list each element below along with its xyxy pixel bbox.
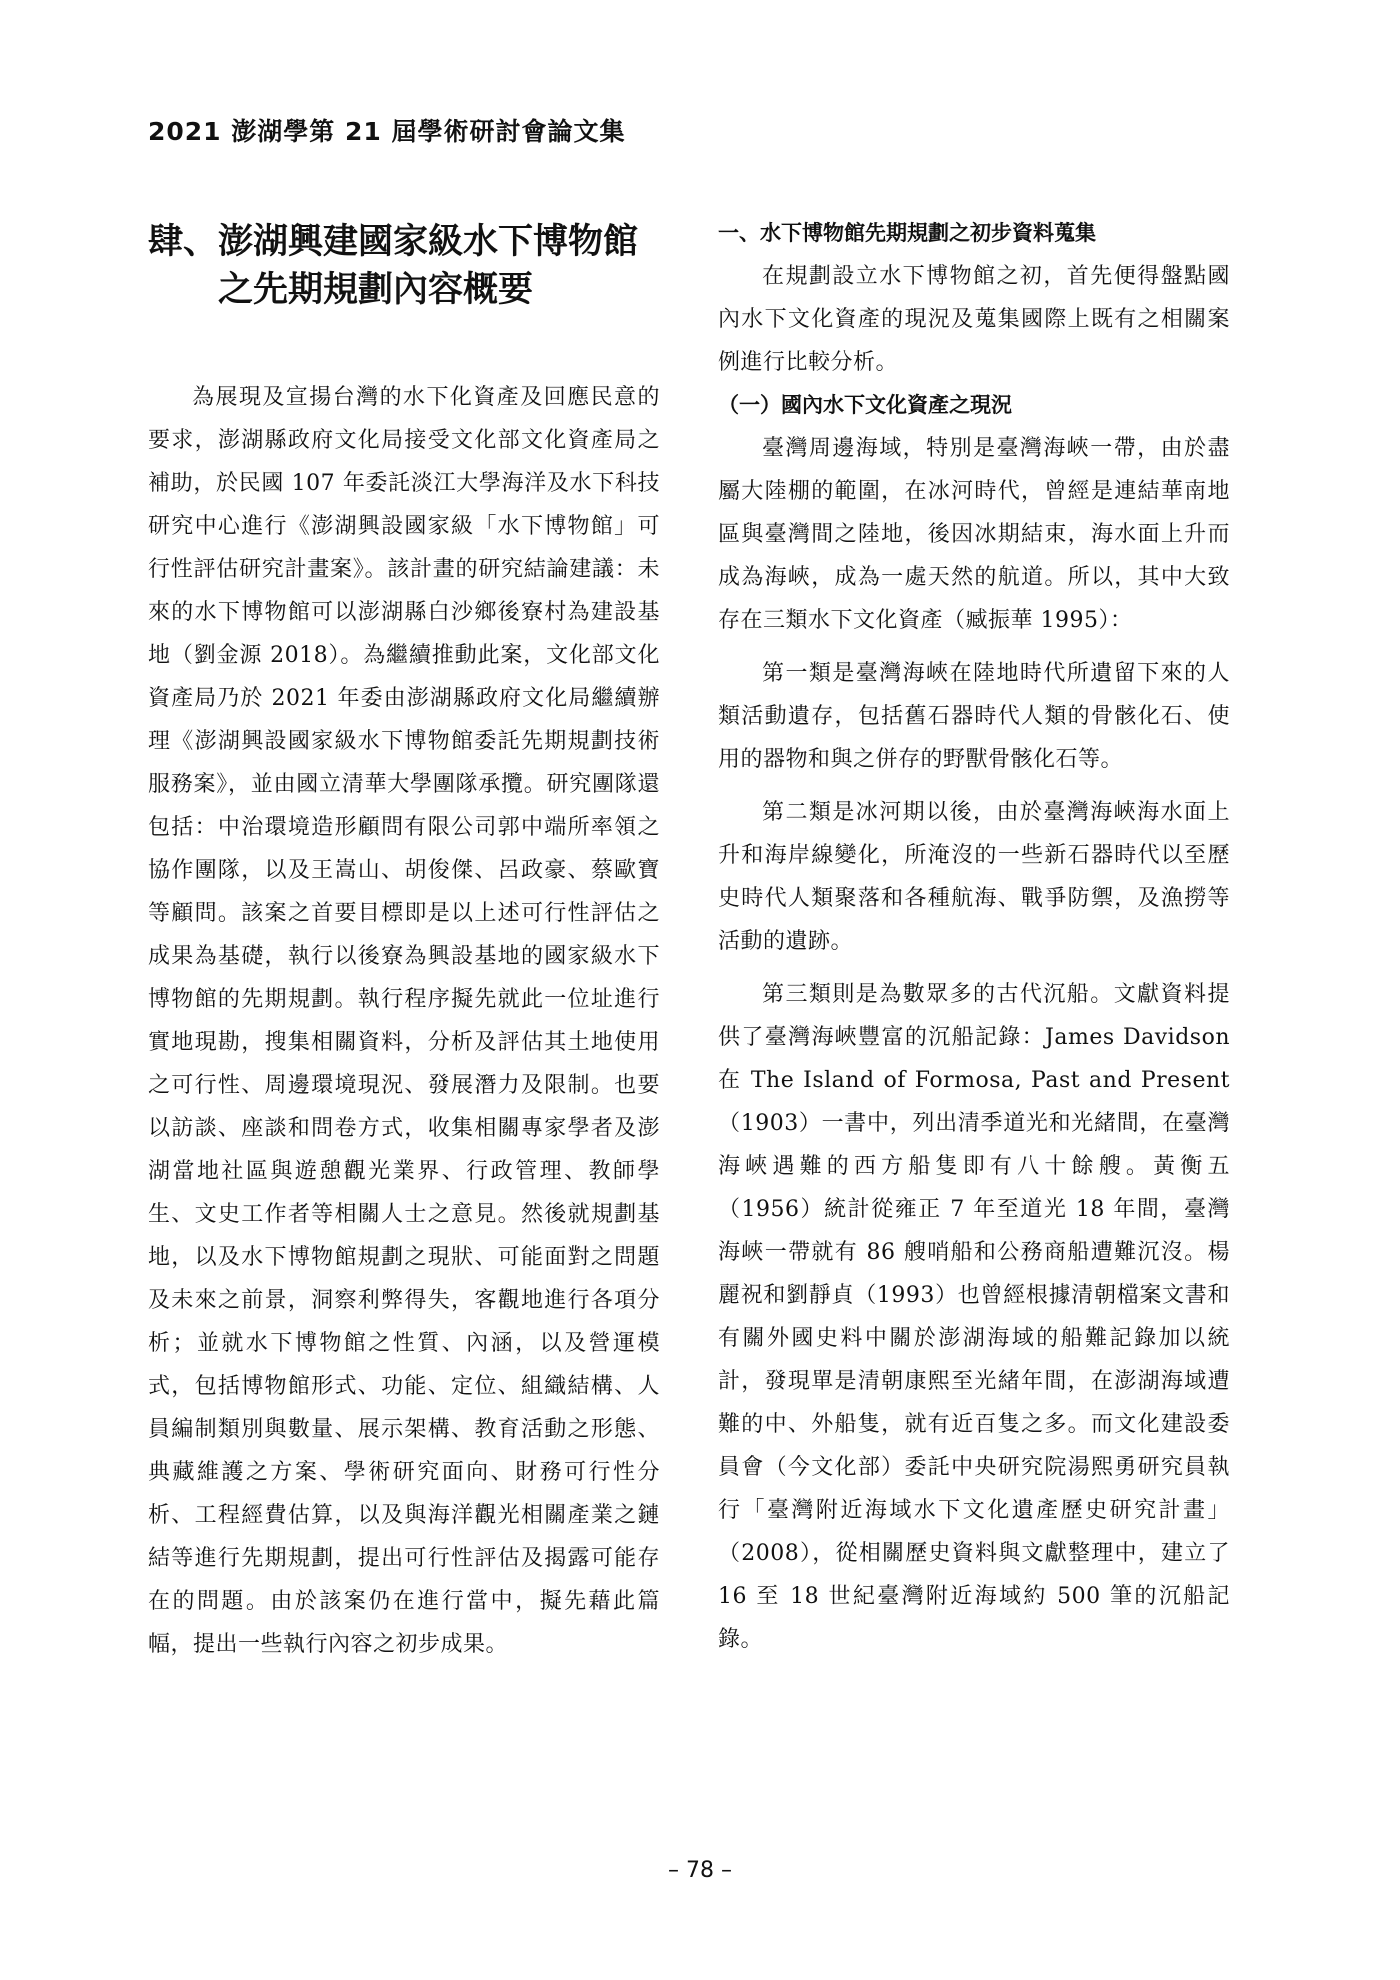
- section-title: [148, 218, 660, 314]
- subheading-data-collection: 一、水下博物館先期規劃之初步資料蒐集: [718, 221, 1096, 245]
- page-number: – 78 –: [668, 1858, 732, 1883]
- right-column: [718, 218, 1230, 1661]
- left-column: [148, 218, 660, 1666]
- paragraph-category-3: 第三類則是為數眾多的古代沉船。文獻資料提供了臺灣海峽豐富的沉船記錄：James Davidson 在 The Island of Formosa, Past and Present（1903）一書中，列出清季道光和光緒間，在臺灣海峽遇難的西方船隻即有八十餘艘。黃衡五（1956）統計從雍正 7 年至道光 18 年間，臺灣海峽一帶就有 86 艘哨船和公務商船遭難沉沒。楊麗祝和劉靜貞（1993）也曾經根據清朝檔案文書和有關外國史料中關於澎湖海域的船難記錄加以統計，發現單是清朝康熙至光緒年間，在澎湖海域遭難的中、外船隻，就有近百隻之多。而文化建設委員會（今文化部）委託中央研究院湯熙勇研究員執行「臺灣附近海域水下文化遺產歷史研究計畫」（2008），從相關歷史資料與文獻整理中，建立了 16 至 18 世紀臺灣附近海域約 500 筆的沉船記錄。: [718, 982, 1230, 1652]
- paragraph-category-2: 第二類是冰河期以後，由於臺灣海峽海水面上升和海岸線變化，所淹沒的一些新石器時代以至歷史時代人類聚落和各種航海、戰爭防禦，及漁撈等活動的遺跡。: [718, 800, 1230, 954]
- subheading-domestic-heritage: （一）國內水下文化資產之現況: [718, 393, 1012, 417]
- section-title-line-2: 之先期規劃內容概要: [218, 269, 534, 310]
- section-title-line-1: 肆、澎湖興建國家級水下博物館: [148, 221, 639, 262]
- paragraph-category-1: 第一類是臺灣海峽在陸地時代所遺留下來的人類活動遺存，包括舊石器時代人類的骨骸化石、使用的器物和與之併存的野獸骨骸化石等。: [718, 661, 1230, 772]
- intro-paragraph: 為展現及宣揚台灣的水下化資產及回應民意的要求，澎湖縣政府文化局接受文化部文化資產局之補助，於民國 107 年委託淡江大學海洋及水下科技研究中心進行《澎湖興設國家級「水下博物館」可行性評估研究計畫案》。該計畫的研究結論建議：未來的水下博物館可以澎湖縣白沙鄉後寮村為建設基地（劉金源 2018）。為繼續推動此案，文化部文化資產局乃於 2021 年委由澎湖縣政府文化局繼續辦理《澎湖興設國家級水下博物館委託先期規劃技術服務案》，並由國立清華大學團隊承攬。研究團隊還包括：中治環境造形顧問有限公司郭中端所率領之協作團隊，以及王嵩山、胡俊傑、呂政豪、蔡歐寶等顧問。該案之首要目標即是以上述可行性評估之成果為基礎，執行以後寮為興設基地的國家級水下博物館的先期規劃。執行程序擬先就此一位址進行實地現勘，搜集相關資料，分析及評估其土地使用之可行性、周邊環境現況、發展潛力及限制。也要以訪談、座談和問卷方式，收集相關專家學者及澎湖當地社區與遊憩觀光業界、行政管理、教師學生、文史工作者等相關人士之意見。然後就規劃基地，以及水下博物館規劃之現狀、可能面對之問題及未來之前景，洞察利弊得失，客觀地進行各項分析；並就水下博物館之性質、內涵，以及營運模式，包括博物館形式、功能、定位、組織結構、人員編制類別與數量、展示架構、教育活動之形態、典藏維護之方案、學術研究面向、財務可行性分析、工程經費估算，以及與海洋觀光相關產業之鏈結等進行先期規劃，提出可行性評估及揭露可能存在的問題。由於該案仍在進行當中，擬先藉此篇幅，提出一些執行內容之初步成果。: [148, 385, 660, 1657]
- paragraph-planning-intro: 在規劃設立水下博物館之初，首先便得盤點國內水下文化資產的現況及蒐集國際上既有之相關案例進行比較分析。: [718, 264, 1230, 375]
- paragraph-taiwan-strait: 臺灣周邊海域，特別是臺灣海峽一帶，由於盡屬大陸棚的範圍，在冰河時代，曾經是連結華南地區與臺灣間之陸地，後因冰期結束，海水面上升而成為海峽，成為一處天然的航道。所以，其中大致存在三類水下文化資產（臧振華 1995）：: [718, 436, 1230, 633]
- running-header: 2021 澎湖學第 21 屆學術研討會論文集: [148, 117, 626, 146]
